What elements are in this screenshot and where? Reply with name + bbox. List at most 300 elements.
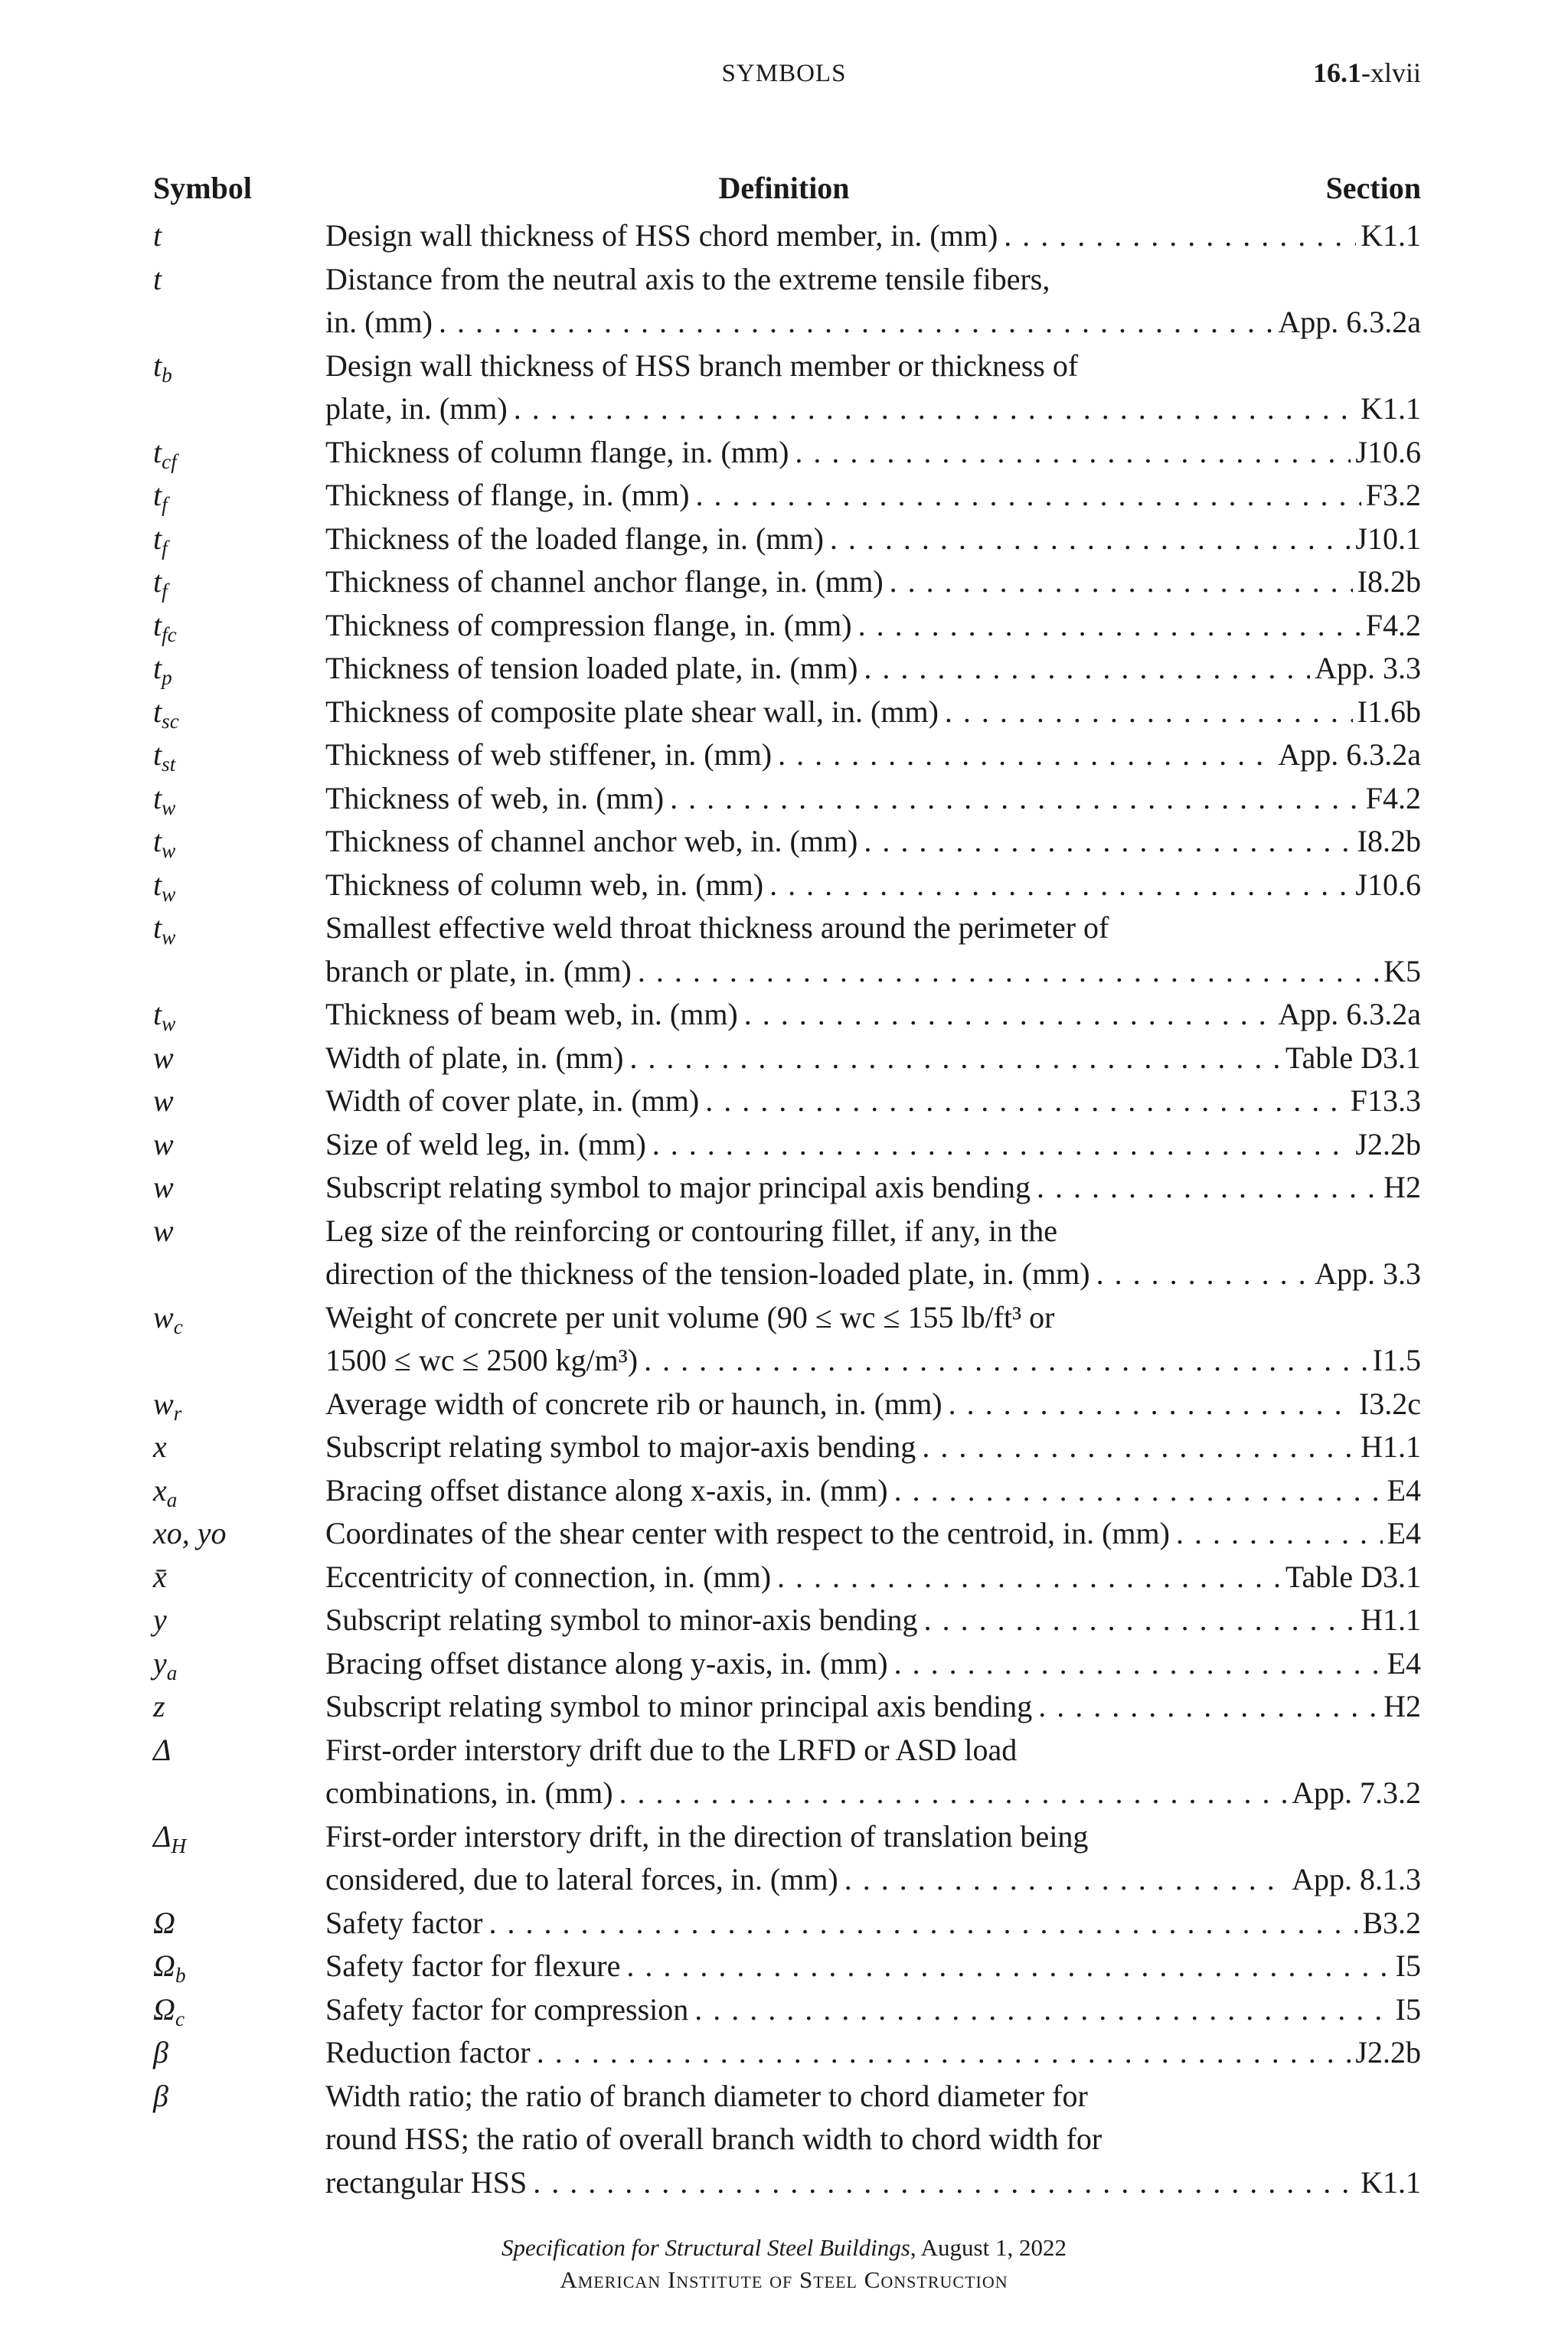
- section-reference: E4: [1387, 1645, 1421, 1681]
- definition-with-section: [325, 2161, 1421, 2205]
- definition-with-section: [325, 1599, 1421, 1642]
- dot-leader: [619, 1772, 1288, 1815]
- symbol-cell: [153, 1080, 174, 1123]
- definition-text: First-order interstory drift, in the direction of translation being: [325, 1818, 1089, 1854]
- symbol-cell: [153, 474, 168, 518]
- symbol-base: t: [153, 737, 162, 772]
- symbol-cell: [153, 1556, 167, 1599]
- symbol-subscript: sc: [162, 709, 179, 733]
- section-reference: I8.2b: [1357, 564, 1421, 599]
- section-reference: F13.3: [1350, 1083, 1421, 1118]
- symbol-cell: [153, 1815, 186, 1859]
- definition-text: Bracing offset distance along x-axis, in. (mm): [325, 1472, 888, 1508]
- definition-with-section: [325, 604, 1421, 648]
- symbol-base: y: [153, 1602, 167, 1637]
- definition-with-section: [325, 1512, 1421, 1556]
- dot-leader: [890, 560, 1353, 604]
- table-row: [0, 431, 1568, 475]
- table-row: [0, 1599, 1568, 1642]
- table-row: [0, 1685, 1568, 1729]
- symbol-subscript: a: [166, 1488, 178, 1511]
- symbol-subscript: c: [173, 1315, 183, 1338]
- symbol-base: w: [153, 1040, 174, 1075]
- section-reference: Table D3.1: [1285, 1040, 1421, 1075]
- symbol-subscript: f: [162, 580, 168, 603]
- dot-leader: [670, 777, 1361, 821]
- symbol-cell: [153, 1469, 177, 1513]
- symbol-cell: [153, 647, 172, 691]
- table-row: [0, 518, 1568, 561]
- definition-text: Safety factor for flexure: [325, 1949, 621, 1983]
- symbol-subscript: w: [162, 839, 176, 863]
- table-row: [0, 691, 1568, 734]
- definition-text: Thickness of column flange, in. (mm): [325, 434, 789, 469]
- dot-leader: [844, 1858, 1287, 1902]
- table-row: [0, 1080, 1568, 1123]
- symbol-cell: [153, 1988, 185, 2032]
- definition-with-section: [325, 1080, 1421, 1123]
- dot-leader: [629, 1037, 1280, 1080]
- definition-with-section: [325, 864, 1421, 907]
- definition-text: Thickness of the loaded flange, in. (mm): [325, 521, 824, 556]
- symbol-cell: [153, 560, 168, 604]
- section-reference: H1.1: [1361, 1602, 1421, 1637]
- definition-with-section: [325, 993, 1421, 1037]
- symbol-base: t: [153, 694, 162, 729]
- symbol-cell: [153, 345, 172, 388]
- definition-with-section: [325, 1383, 1421, 1426]
- dot-leader: [945, 691, 1353, 734]
- table-row: [0, 1296, 1568, 1340]
- definition-with-section: [325, 733, 1421, 777]
- definition-text: Safety factor for compression: [325, 1991, 689, 2027]
- definition-text: Thickness of compression flange, in. (mm): [325, 607, 852, 642]
- symbol-subscript: f: [162, 536, 168, 560]
- dot-leader: [695, 474, 1361, 518]
- section-reference: I1.5: [1372, 1343, 1421, 1377]
- section-reference: J2.2b: [1355, 1126, 1421, 1161]
- column-header-symbol: Symbol: [153, 171, 252, 205]
- symbol-cell: [153, 1210, 174, 1253]
- symbol-base: t: [153, 824, 162, 858]
- page-number: [1313, 57, 1421, 89]
- table-row: [0, 345, 1568, 388]
- table-row: [0, 560, 1568, 604]
- symbol-cell: [153, 2031, 168, 2075]
- definition-text: Subscript relating symbol to minor principal axis bending: [325, 1689, 1033, 1723]
- symbol-base: t: [153, 348, 162, 383]
- symbol-cell: [153, 820, 175, 864]
- definition-text: 1500 ≤ wc ≤ 2500 kg/m³): [325, 1343, 639, 1377]
- table-row: [0, 2118, 1568, 2161]
- section-reference: F4.2: [1365, 607, 1421, 642]
- symbol-cell: [153, 1383, 181, 1426]
- table-row: [0, 1426, 1568, 1469]
- table-row: [0, 1988, 1568, 2032]
- definition-with-section: [325, 1166, 1421, 1210]
- definition-text: Thickness of flange, in. (mm): [325, 478, 690, 512]
- dot-leader: [638, 950, 1379, 994]
- definition-text: Weight of concrete per unit volume (90 ≤ wc ≤ 155 lb/ft³ or: [325, 1299, 1055, 1334]
- symbol-cell: [153, 993, 175, 1037]
- table-row: [0, 1037, 1568, 1080]
- running-header-title: SYMBOLS: [721, 60, 847, 87]
- section-reference: B3.2: [1362, 1905, 1421, 1940]
- table-row: [0, 1729, 1568, 1772]
- table-row: [0, 604, 1568, 648]
- dot-leader: [795, 431, 1351, 475]
- symbol-base: Ω: [153, 1991, 175, 2027]
- dot-leader: [777, 1556, 1281, 1599]
- dot-leader: [488, 1902, 1357, 1945]
- dot-leader: [1176, 1512, 1383, 1556]
- table-row: [0, 301, 1568, 345]
- definition-text: rectangular HSS: [325, 2164, 528, 2200]
- definition-with-section: [325, 431, 1421, 475]
- table-row: [0, 993, 1568, 1037]
- symbol-list: [0, 214, 1568, 2204]
- symbol-base: Ω: [153, 1905, 175, 1940]
- dot-leader: [439, 301, 1273, 345]
- definition-with-section: [325, 820, 1421, 864]
- symbol-cell: [153, 1902, 175, 1945]
- dot-leader: [769, 864, 1351, 907]
- definition-with-section: [325, 2031, 1421, 2075]
- definition-text: Width of cover plate, in. (mm): [325, 1083, 700, 1118]
- table-row: [0, 1902, 1568, 1945]
- section-reference: K1.1: [1361, 218, 1421, 253]
- definition-with-section: [325, 1253, 1421, 1296]
- definition-with-section: [325, 474, 1421, 518]
- table-row: [0, 474, 1568, 518]
- symbol-cell: [153, 733, 175, 777]
- symbol-cell: [153, 1166, 174, 1210]
- symbol-cell: [153, 1642, 177, 1686]
- definition-with-section: [325, 691, 1421, 734]
- symbol-base: w: [153, 1126, 174, 1161]
- section-reference: I5: [1395, 1991, 1421, 2027]
- definition-with-section: [325, 560, 1421, 604]
- symbol-cell: [153, 258, 162, 302]
- column-header-section: Section: [1325, 171, 1421, 205]
- symbol-base: t: [153, 261, 162, 296]
- definition-text: Bracing offset distance along y-axis, in. (mm): [325, 1645, 888, 1681]
- definition-with-section: [325, 1469, 1421, 1513]
- symbol-subscript: fc: [162, 622, 177, 646]
- table-row: [0, 777, 1568, 821]
- dot-leader: [924, 1599, 1357, 1642]
- symbol-base: t: [153, 780, 162, 815]
- definition-text: Coordinates of the shear center with respect to the centroid, in. (mm): [325, 1516, 1170, 1550]
- definition-text: round HSS; the ratio of overall branch width to chord width for: [325, 2122, 1102, 2156]
- definition-with-section: [325, 1642, 1421, 1686]
- section-reference: Table D3.1: [1285, 1559, 1421, 1594]
- symbol-cell: [153, 691, 179, 734]
- definition-with-section: [325, 301, 1421, 345]
- symbol-base: β: [153, 2078, 168, 2113]
- symbol-cell: [153, 214, 162, 258]
- dot-leader: [864, 820, 1352, 864]
- table-row: [0, 2075, 1568, 2118]
- dot-leader: [514, 387, 1356, 431]
- footer-citation: [0, 2234, 1568, 2262]
- definition-text: Smallest effective weld throat thickness around the perimeter of: [325, 910, 1109, 945]
- section-reference: I8.2b: [1357, 824, 1421, 858]
- dot-leader: [1037, 1166, 1379, 1210]
- table-row: [0, 1253, 1568, 1296]
- section-reference: H1.1: [1361, 1429, 1421, 1464]
- footer-spec-title: Specification for Structural Steel Buildings: [501, 2234, 910, 2261]
- definition-text: considered, due to lateral forces, in. (mm): [325, 1862, 838, 1896]
- definition-text: Design wall thickness of HSS chord member, in. (mm): [325, 218, 998, 253]
- table-row: [0, 647, 1568, 691]
- section-reference: J10.6: [1355, 867, 1421, 902]
- definition-text: Width of plate, in. (mm): [325, 1040, 624, 1075]
- table-row: [0, 733, 1568, 777]
- section-reference: H2: [1383, 1170, 1421, 1204]
- section-reference: App. 3.3: [1315, 1256, 1421, 1291]
- symbol-base: y: [153, 1645, 167, 1681]
- table-row: [0, 864, 1568, 907]
- definition-text: in. (mm): [325, 305, 433, 339]
- symbol-cell: [153, 2075, 168, 2118]
- section-reference: I3.2c: [1358, 1386, 1421, 1421]
- section-reference: K1.1: [1361, 391, 1421, 426]
- table-row: [0, 1772, 1568, 1815]
- symbol-base: Δ: [153, 1818, 172, 1854]
- table-row: [0, 2161, 1568, 2205]
- footer-date: , August 1, 2022: [910, 2234, 1067, 2261]
- section-reference: App. 3.3: [1315, 651, 1421, 685]
- symbol-cell: [153, 1685, 165, 1729]
- definition-with-section: [325, 1123, 1421, 1167]
- symbol-base: t: [153, 521, 162, 556]
- dot-leader: [864, 647, 1310, 691]
- symbol-base: Ω: [153, 1949, 175, 1983]
- symbol-cell: [153, 906, 175, 950]
- symbol-subscript: st: [162, 753, 176, 776]
- symbol-base: w: [153, 1213, 174, 1248]
- symbol-cell: [153, 1426, 167, 1469]
- section-reference: App. 6.3.2a: [1278, 305, 1421, 339]
- symbol-subscript: f: [162, 493, 168, 517]
- table-row: [0, 1166, 1568, 1210]
- table-row: [0, 906, 1568, 950]
- symbol-cell: [153, 518, 168, 561]
- symbol-subscript: b: [162, 363, 172, 387]
- definition-text: Size of weld leg, in. (mm): [325, 1126, 646, 1161]
- symbol-subscript: b: [175, 1964, 186, 1988]
- dot-leader: [537, 2031, 1351, 2075]
- section-reference: J10.1: [1355, 521, 1421, 556]
- section-reference: E4: [1387, 1516, 1421, 1550]
- column-header-definition: Definition: [718, 171, 850, 205]
- definition-text: direction of the thickness of the tension-loaded plate, in. (mm): [325, 1256, 1090, 1291]
- dot-leader: [830, 518, 1351, 561]
- table-row: [0, 1556, 1568, 1599]
- definition-text: Reduction factor: [325, 2035, 531, 2069]
- symbol-cell: [153, 1512, 227, 1556]
- symbol-cell: [153, 1296, 183, 1340]
- symbol-subscript: H: [171, 1834, 187, 1857]
- definition-text: branch or plate, in. (mm): [325, 953, 632, 988]
- definition-with-section: [325, 1037, 1421, 1080]
- table-row: [0, 1642, 1568, 1686]
- symbol-subscript: r: [173, 1401, 182, 1425]
- definition-text: combinations, in. (mm): [325, 1775, 613, 1810]
- symbol-subscript: w: [162, 795, 176, 819]
- definition-with-section: [325, 1988, 1421, 2032]
- symbol-base: w: [153, 1386, 174, 1421]
- section-reference: App. 6.3.2a: [1278, 737, 1421, 772]
- symbol-base: x̄: [153, 1559, 167, 1594]
- symbol-base: t: [153, 478, 162, 512]
- definition-text: Thickness of column web, in. (mm): [325, 867, 764, 902]
- section-reference: K5: [1383, 953, 1421, 988]
- symbol-base: β: [153, 2035, 168, 2069]
- definition-text: First-order interstory drift due to the LRFD or ASD load: [325, 1732, 1018, 1767]
- definition-with-section: [325, 387, 1421, 431]
- section-reference: App. 7.3.2: [1292, 1775, 1421, 1810]
- dot-leader: [533, 2161, 1356, 2205]
- symbol-base: t: [153, 607, 162, 642]
- table-row: [0, 1210, 1568, 1253]
- section-reference: K1.1: [1361, 2164, 1421, 2200]
- symbol-base: w: [153, 1299, 174, 1334]
- dot-leader: [949, 1383, 1354, 1426]
- dot-leader: [1038, 1685, 1379, 1729]
- symbol-cell: [153, 431, 177, 475]
- section-reference: E4: [1387, 1472, 1421, 1508]
- page-number-roman: -xlvii: [1361, 57, 1421, 88]
- section-reference: App. 6.3.2a: [1278, 997, 1421, 1031]
- definition-with-section: [325, 1685, 1421, 1729]
- symbol-base: x: [153, 1429, 167, 1464]
- symbol-base: t: [153, 910, 162, 945]
- symbol-base: z: [153, 1689, 165, 1723]
- table-row: [0, 950, 1568, 994]
- dot-leader: [858, 604, 1361, 648]
- symbol-base: t: [153, 218, 162, 253]
- table-row: [0, 1469, 1568, 1513]
- definition-with-section: [325, 1858, 1421, 1902]
- definition-text: Width ratio; the ratio of branch diameter to chord diameter for: [325, 2078, 1088, 2113]
- dot-leader: [694, 1988, 1390, 2032]
- definition-text: Subscript relating symbol to major principal axis bending: [325, 1170, 1031, 1204]
- symbol-cell: [153, 1123, 174, 1167]
- table-row: [0, 2031, 1568, 2075]
- definition-with-section: [325, 1945, 1421, 1988]
- symbol-cell: [153, 1729, 171, 1772]
- definition-with-section: [325, 647, 1421, 691]
- definition-text: Thickness of channel anchor flange, in. (mm): [325, 564, 884, 599]
- section-reference: J10.6: [1355, 434, 1421, 469]
- symbol-base: x: [153, 1472, 167, 1508]
- symbol-subscript: p: [162, 666, 172, 690]
- definition-text: Eccentricity of connection, in. (mm): [325, 1559, 772, 1594]
- symbol-subscript: a: [166, 1661, 178, 1684]
- section-reference: App. 8.1.3: [1292, 1862, 1421, 1896]
- table-row: [0, 1945, 1568, 1988]
- symbol-cell: [153, 777, 175, 821]
- footer-publisher: American Institute of Steel Construction: [560, 2266, 1008, 2293]
- definition-with-section: [325, 1902, 1421, 1945]
- table-row: [0, 387, 1568, 431]
- definition-with-section: [325, 950, 1421, 994]
- table-row: [0, 1858, 1568, 1902]
- symbol-base: w: [153, 1170, 174, 1204]
- table-row: [0, 258, 1568, 302]
- definition-text: Thickness of web stiffener, in. (mm): [325, 737, 773, 772]
- symbol-base: Δ: [153, 1732, 172, 1767]
- table-row: [0, 1815, 1568, 1859]
- definition-text: Safety factor: [325, 1905, 483, 1940]
- section-reference: F3.2: [1365, 478, 1421, 512]
- table-row: [0, 1339, 1568, 1383]
- symbol-base: t: [153, 867, 162, 902]
- section-reference: H2: [1383, 1689, 1421, 1723]
- dot-leader: [705, 1080, 1346, 1123]
- symbol-base: t: [153, 564, 162, 599]
- symbol-base: w: [153, 1083, 174, 1118]
- symbol-cell: [153, 864, 175, 907]
- definition-text: Subscript relating symbol to major-axis bending: [325, 1429, 916, 1464]
- symbol-subscript: c: [175, 2007, 185, 2030]
- definition-text: Average width of concrete rib or haunch, in. (mm): [325, 1386, 942, 1421]
- symbol-subscript: w: [162, 1012, 176, 1036]
- symbol-subscript: cf: [162, 449, 177, 473]
- definition-with-section: [325, 518, 1421, 561]
- definition-text: Leg size of the reinforcing or contouring fillet, if any, in the: [325, 1213, 1057, 1248]
- definition-text: Thickness of tension loaded plate, in. (mm): [325, 651, 858, 685]
- symbol-base: t: [153, 651, 162, 685]
- section-reference: I1.6b: [1357, 694, 1421, 729]
- definition-with-section: [325, 1772, 1421, 1815]
- dot-leader: [626, 1945, 1390, 1988]
- definition-text: Design wall thickness of HSS branch member or thickness of: [325, 348, 1079, 383]
- section-reference: I5: [1395, 1949, 1421, 1983]
- symbol-subscript: w: [162, 882, 176, 906]
- dot-leader: [1096, 1253, 1310, 1296]
- definition-text: Thickness of beam web, in. (mm): [325, 997, 738, 1031]
- definition-with-section: [325, 214, 1421, 258]
- definition-text: Thickness of composite plate shear wall, in. (mm): [325, 694, 939, 729]
- symbol-cell: [153, 604, 177, 648]
- definition-with-section: [325, 1339, 1421, 1383]
- table-row: [0, 1383, 1568, 1426]
- table-row: [0, 1123, 1568, 1167]
- definition-text: Distance from the neutral axis to the extreme tensile fibers,: [325, 261, 1050, 296]
- dot-leader: [652, 1123, 1351, 1167]
- symbol-base: t: [153, 997, 162, 1031]
- dot-leader: [894, 1469, 1383, 1513]
- table-row: [0, 820, 1568, 864]
- definition-with-section: [325, 1556, 1421, 1599]
- definition-with-section: [325, 1426, 1421, 1469]
- definition-with-section: [325, 777, 1421, 821]
- table-row: [0, 214, 1568, 258]
- dot-leader: [644, 1339, 1368, 1383]
- symbol-cell: [153, 1599, 167, 1642]
- dot-leader: [778, 733, 1273, 777]
- symbol-base: xo, yo: [153, 1516, 227, 1550]
- page-number-chapter: 16.1: [1313, 57, 1361, 88]
- dot-leader: [922, 1426, 1356, 1469]
- section-reference: F4.2: [1365, 780, 1421, 815]
- definition-text: Thickness of web, in. (mm): [325, 780, 665, 815]
- symbol-subscript: w: [162, 926, 176, 949]
- definition-text: plate, in. (mm): [325, 391, 508, 426]
